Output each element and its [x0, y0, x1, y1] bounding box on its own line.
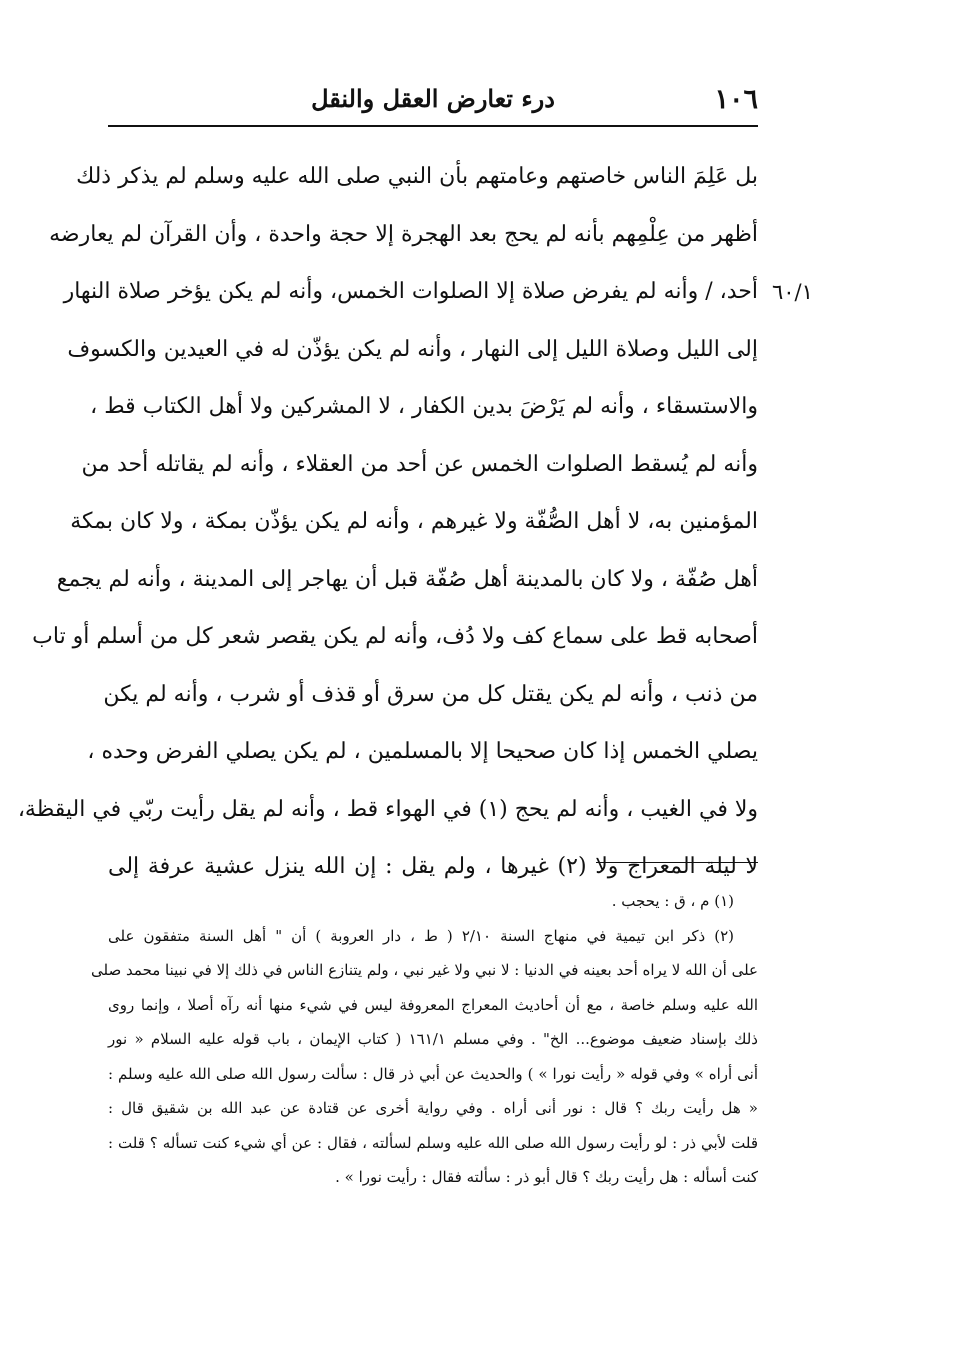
footnote-2-line: (٢) ذكر ابن تيمية في منهاج السنة ٢/١٠ ( ط ، دار العروبة ) أن " أهل السنة متفقون على — [108, 926, 734, 945]
footnote-rule — [596, 862, 758, 863]
page-header — [108, 82, 758, 126]
footnote-2-line: قلت لأبي ذر : لو رأيت رسول الله صلى الله عليه وسلم لسألته ، فقال : عن أي شيء كنت تسأله ؟ قلت : — [108, 1133, 758, 1152]
body-line: يصلي الخمس إذا كان صحيحا إلا بالمسلمين ، لم يكن يصلي الفرض وحده ، — [87, 739, 758, 764]
body-line: أحد، / وأنه لم يفرض صلاة إلا الصلوات الخمس، وأنه لم يكن يؤخر صلاة النهار — [63, 279, 758, 304]
body-line: بل عَلِمَ الناس خاصتهم وعامتهم بأن النبي صلى الله عليه وسلم لم يذكر ذلك — [76, 164, 758, 189]
footnote-2-line: كنت أسأله : هل رأيت ربك ؟ قال أبو ذر : سألته فقال : رأيت نورا » . — [335, 1168, 758, 1186]
body-line: أصحابه قط على سماع كف ولا دُف، وأنه لم يكن يقصر شعر كل من أسلم أو تاب — [32, 624, 758, 649]
margin-reference: ٦٠/١ — [772, 280, 813, 304]
body-line: إلى الليل وصلاة الليل إلى النهار ، وأنه لم يكن يؤذّن له في العيدين والكسوف — [67, 336, 758, 362]
footnotes — [91, 884, 758, 1195]
footnote-2-line: الله عليه وسلم خاصة ، مع أن أحاديث المعراج المعروفة ليس في شيء منها أنه رآه أصلا ، وإنما روى — [108, 995, 758, 1014]
body-line: ولا في الغيب ، وأنه لم يحج (١) في الهواء قط ، وأنه لم يقل رأيت ربّي في اليقظة، — [17, 796, 758, 822]
footnote-2-line: أنى أراه » وفي قوله « رأيت نورا » ) والحديث عن أبي ذر قال : سألت رسول الله صلى الله عليه وسلم : — [108, 1064, 758, 1083]
header-rule — [108, 125, 758, 127]
body-line: أهل صُفّة ، ولا كان بالمدينة أهل صُفّة قبل أن يهاجر إلى المدينة ، وأنه لم يجمع — [56, 566, 758, 592]
body-text — [17, 148, 759, 896]
body-line: أظهر من عِلْمِهم بأنه لم يحج بعد الهجرة إلا حجة واحدة ، وأن القرآن لم يعارضه — [49, 221, 758, 247]
body-line: لا ليلة المعراج ولا (٢) غيرها ، ولم يقل : إن الله ينزل عشية عرفة إلى — [108, 854, 759, 879]
body-line: المؤمنين به، لا أهل الصُّفّة ولا غيرهم ، وأنه لم يكن يؤذّن بمكة ، ولا كان بمكة — [70, 509, 758, 534]
body-line: من ذنب ، وأنه لم يكن يقتل كل من سرق أو قذف أو شرب ، وأنه لم يكن — [103, 681, 758, 707]
footnote-1: (١) م ، ق : يحجب . — [611, 892, 734, 910]
footnote-2-line: ذلك بإسناد ضعيف موضوع... الخ" . وفي مسلم ١٦١/١ ( كتاب الإيمان ، باب قوله عليه السلام « نور — [108, 1030, 758, 1048]
page-number: ١٠٦ — [714, 84, 758, 115]
running-title: درء تعارض العقل والنقل — [311, 84, 555, 113]
body-line: وأنه لم يُسقط الصلوات الخمس عن أحد من العقلاء ، وأنه لم يقاتله أحد من — [81, 451, 758, 477]
footnote-2-line: على أن الله لا يراه أحد بعينه في الدنيا : لا نبي ولا غير نبي ، ولم يتنازع الناس في ذلك إلا في نبينا محمد صلى — [91, 961, 758, 979]
body-line: والاستسقاء ، وأنه لم يَرْضَ بدين الكفار ، لا المشركين ولا أهل الكتاب قط ، — [90, 394, 758, 419]
footnote-2-line: « هل رأيت ربك ؟ قال : نور أنى أراه . وفي رواية أخرى عن قتادة عن عبد الله بن شقيق قال : — [108, 1099, 758, 1117]
